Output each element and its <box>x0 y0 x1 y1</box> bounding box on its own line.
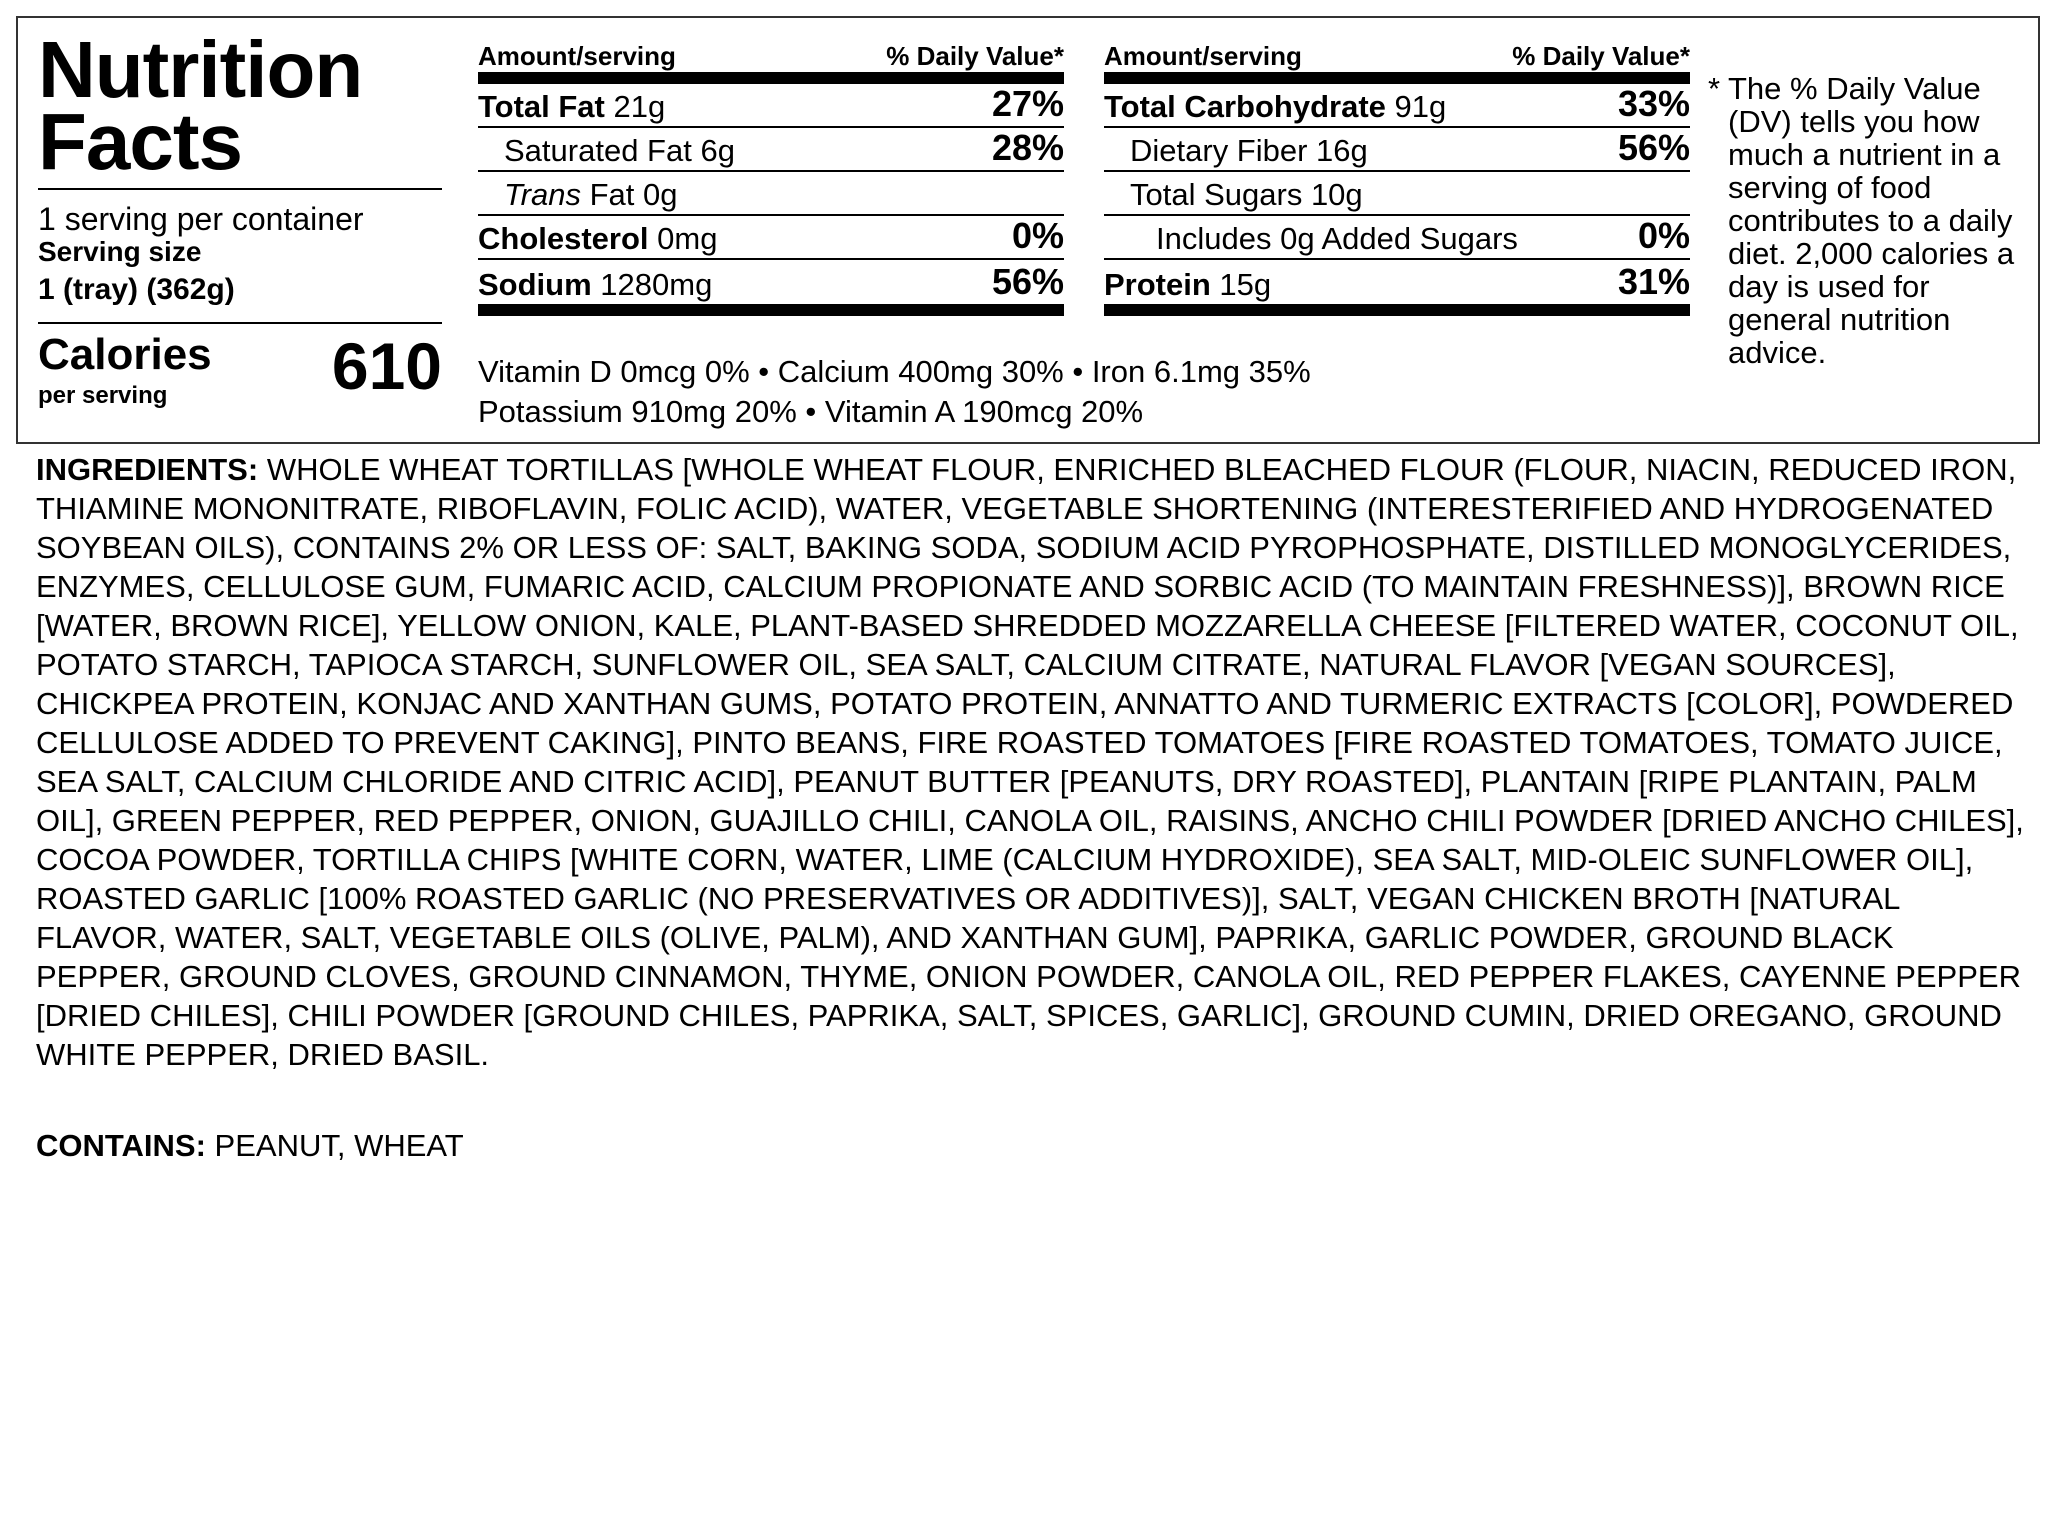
nutrient-name: Total Carbohydrate <box>1104 89 1386 124</box>
serving-size-label: Serving size <box>38 236 202 267</box>
nutrient-name: Trans <box>504 177 581 212</box>
allergen-statement <box>36 1126 464 1165</box>
nutrient-name: Total Fat <box>478 89 605 124</box>
title-nutrition: Nutrition <box>38 25 363 114</box>
daily-value-header: % Daily Value* <box>1512 41 1690 71</box>
calories-per-serving: per serving <box>38 382 168 409</box>
thick-bar <box>1104 304 1690 316</box>
contains-label: CONTAINS: <box>36 1128 206 1163</box>
nutrient-row-dietary-fiber <box>1104 128 1690 172</box>
nutrient-amount: 1280mg <box>591 267 713 302</box>
nutrition-facts-panel <box>16 16 2040 444</box>
calories-label: Calories <box>38 330 212 379</box>
nutrient-row-saturated-fat <box>478 128 1064 172</box>
nutrient-dv: 28% <box>991 127 1064 168</box>
nutrient-row-total-fat <box>478 84 1064 128</box>
footnote-asterisk: * <box>1708 71 1721 106</box>
nutrient-name: Total Sugars <box>1130 177 1303 212</box>
nutrition-facts-header <box>38 25 442 414</box>
nutrient-dv: 56% <box>1617 127 1690 168</box>
nutrient-dv: 31% <box>1617 261 1690 302</box>
ingredients-text: WHOLE WHEAT TORTILLAS [WHOLE WHEAT FLOUR, ENRICHED BLEACHED FLOUR (FLOUR, NIACIN, REDUCED IRON, THIAMINE MONONITRATE, RIBOFLAVIN, FOLIC ACID), WATER, VEGETABLE SHORTENING (INTERESTERIFIED AND HYDROGENATED SOYBEAN OILS), CONTAINS 2% OR LESS OF: SALT, BAKING SODA, SODIUM ACID PYROPHOSPHATE, DISTILLED MONOGLYCERIDES, ENZYMES, CELLULOSE GUM, FUMARIC ACID, CALCIUM PROPIONATE AND SORBIC ACID (TO MAINTAIN FRESHNESS)], BROWN RICE [WATER, BROWN RICE], YELLOW ONION, KALE, PLANT-BASED SHREDDED MOZZARELLA CHEESE [FILTERED WATER, COCONUT OIL, POTATO STARCH, TAPIOCA STARCH, SUNFLOWER OIL, SEA SALT, CALCIUM CITRATE, NATURAL FLAVOR [VEGAN SOURCES], CHICKPEA PROTEIN, KONJAC AND XANTHAN GUMS, POTATO PROTEIN, ANNATTO AND TURMERIC EXTRACTS [COLOR], POWDERED CELLULOSE ADDED TO PREVENT CAKING], PINTO BEANS, FIRE ROASTED TOMATOES [FIRE ROASTED TOMATOES, TOMATO JUICE, SEA SALT, CALCIUM CHLORIDE AND CITRIC ACID], PEANUT BUTTER [PEANUTS, DRY ROASTED], PLANTAIN [RIPE PLANTAIN, PALM OIL], GREEN PEPPER, RED PEPPER, ONION, GUAJILLO CHILI, CANOLA OIL, RAISINS, ANCHO CHILI POWDER [DRIED ANCHO CHILES], COCOA POWDER, TORTILLA CHIPS [WHITE CORN, WATER, LIME (CALCIUM HYDROXIDE), SEA SALT, MID-OLEIC SUNFLOWER OIL], ROASTED GARLIC [100% ROASTED GARLIC (NO PRESERVATIVES OR ADDITIVES)], SALT, VEGAN CHICKEN BROTH [NATURAL FLAVOR, WATER, SALT, VEGETABLE OILS (OLIVE, PALM), AND XANTHAN GUM], PAPRIKA, GARLIC POWDER, GROUND BLACK PEPPER, GROUND CLOVES, GROUND CINNAMON, THYME, ONION POWDER, CANOLA OIL, RED PEPPER FLAKES, CAYENNE PEPPER [DRIED CHILES], CHILI POWDER [GROUND CHILES, PAPRIKA, SALT, SPICES, GARLIC], GROUND CUMIN, DRIED OREGANO, GROUND WHITE PEPPER, DRIED BASIL. <box>36 452 2024 1072</box>
nutrient-amount: 16g <box>1307 133 1368 168</box>
contains-text: PEANUT, WHEAT <box>214 1128 464 1163</box>
nutrient-row-cholesterol <box>478 216 1064 260</box>
nutrient-amount: 0mg <box>648 221 718 256</box>
nutrient-column-right <box>1104 40 1690 316</box>
nutrient-name: Saturated Fat <box>504 133 692 168</box>
nutrient-row-trans-fat <box>478 172 1064 216</box>
nutrient-row-total-carbohydrate <box>1104 84 1690 128</box>
amount-serving-header: Amount/serving <box>478 41 676 71</box>
nutrient-name: Dietary Fiber <box>1130 133 1308 168</box>
thick-bar <box>478 304 1064 316</box>
thick-bar <box>1104 72 1690 84</box>
thick-bar <box>478 72 1064 84</box>
nutrient-name: Includes 0g Added Sugars <box>1156 221 1518 256</box>
nutrient-name: Cholesterol <box>478 221 649 256</box>
nutrient-dv: 0% <box>1011 215 1064 256</box>
serving-size-value: 1 (tray) (362g) <box>38 273 235 306</box>
vitamins-minerals <box>478 352 1311 432</box>
column-header <box>1104 40 1690 72</box>
nutrient-amount: 15g <box>1210 267 1272 302</box>
nutrient-dv: 27% <box>991 83 1064 124</box>
nutrient-row-protein <box>1104 260 1690 304</box>
footnote-text: The % Daily Value (DV) tells you how much a nutrient in a serving of food contributes to a daily diet. 2,000 calories a day is used for general nutrition advice. <box>1728 71 2015 370</box>
daily-value-footnote <box>1708 72 2028 369</box>
calories-value: 610 <box>331 329 442 403</box>
nutrient-amount: 10g <box>1302 177 1363 212</box>
title-facts: Facts <box>38 97 242 186</box>
nutrient-dv: 0% <box>1637 215 1690 256</box>
nutrient-row-total-sugars <box>1104 172 1690 216</box>
calories-row <box>38 324 442 414</box>
vitamins-line-2: Potassium 910mg 20% • Vitamin A 190mcg 20% <box>478 394 1144 429</box>
daily-value-header: % Daily Value* <box>886 41 1064 71</box>
nutrient-amount: 6g <box>691 133 735 168</box>
amount-serving-header: Amount/serving <box>1104 41 1302 71</box>
divider <box>38 188 442 190</box>
ingredients-label: INGREDIENTS: <box>36 452 259 487</box>
servings-per-container: 1 serving per container <box>38 201 364 237</box>
nutrient-row-sodium <box>478 260 1064 304</box>
nutrient-amount: 91g <box>1385 89 1447 124</box>
nutrient-dv: 56% <box>991 261 1064 302</box>
nutrient-name: Protein <box>1104 267 1211 302</box>
nutrient-row-added-sugars <box>1104 216 1690 260</box>
nutrient-amount: 21g <box>604 89 666 124</box>
ingredients-paragraph <box>36 450 2026 1074</box>
nutrient-name: Sodium <box>478 267 592 302</box>
vitamins-line-1: Vitamin D 0mcg 0% • Calcium 400mg 30% • Iron 6.1mg 35% <box>478 354 1311 389</box>
nutrient-column-left <box>478 40 1064 316</box>
nutrient-amount: Fat 0g <box>580 177 678 212</box>
nutrient-dv: 33% <box>1617 83 1690 124</box>
column-header <box>478 40 1064 72</box>
